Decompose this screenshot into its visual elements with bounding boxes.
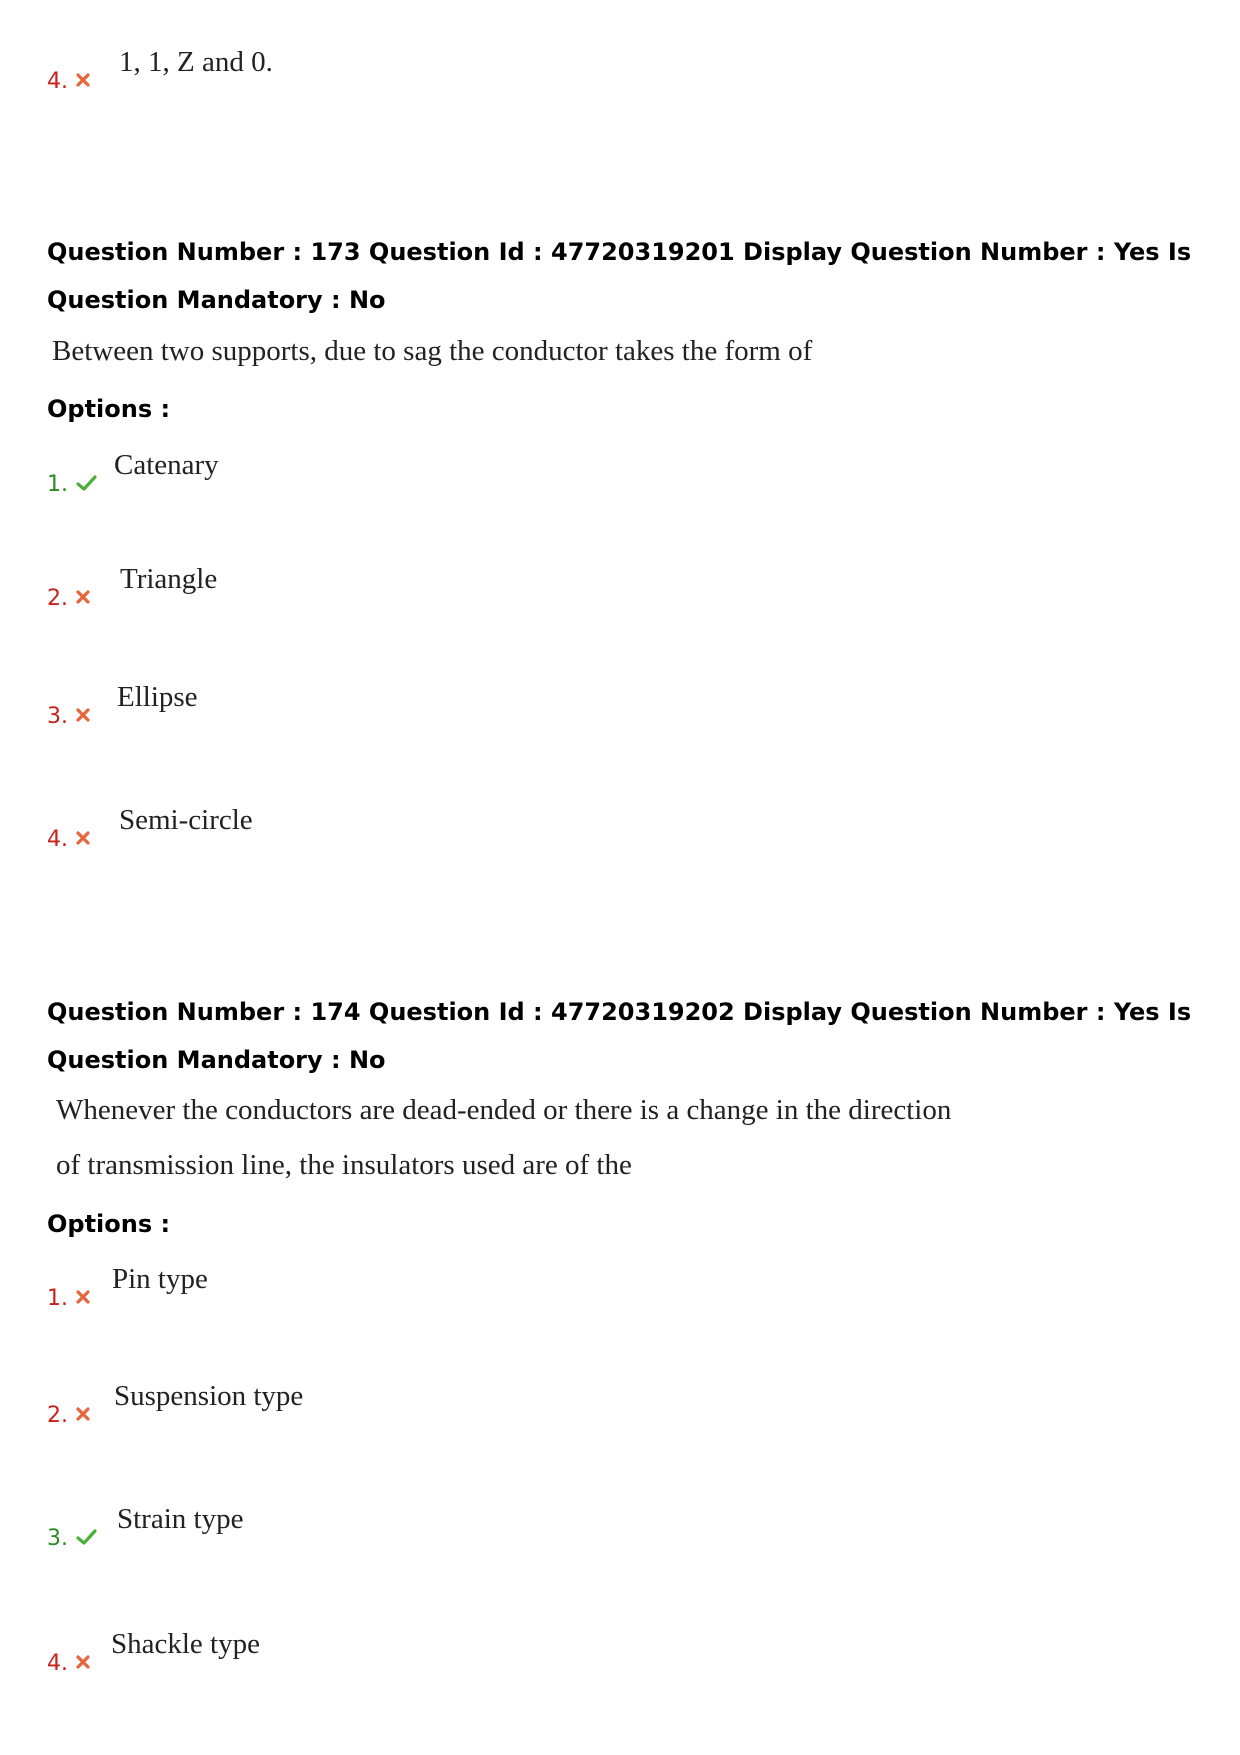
question-header-174: Question Number : 174 Question Id : 47720319202 Display Question Number : Yes Is Question Mandatory : No: [47, 998, 1192, 1074]
cross-icon: [72, 71, 94, 89]
option-number: 3.: [47, 1526, 68, 1551]
cross-icon: [72, 1405, 94, 1423]
prev-option-4: [47, 45, 447, 95]
options-label-173: Options :: [47, 395, 171, 423]
q174-option-1: [47, 1262, 447, 1312]
check-icon: [75, 1528, 97, 1546]
option-number: 4.: [47, 69, 68, 94]
options-label-174: Options :: [47, 1210, 171, 1238]
cross-icon: [72, 588, 94, 606]
option-number: 1.: [47, 1286, 68, 1311]
cross-icon: [72, 1653, 94, 1671]
check-icon: [75, 474, 97, 492]
option-number: 4.: [47, 1651, 68, 1676]
option-number: 2.: [47, 586, 68, 611]
q173-option-2: [47, 562, 447, 612]
question-header-173: Question Number : 173 Question Id : 47720319201 Display Question Number : Yes Is Question Mandatory : No: [47, 238, 1192, 314]
question-text-173: Between two supports, due to sag the conductor takes the form of: [52, 335, 813, 367]
option-number: 2.: [47, 1403, 68, 1428]
cross-icon: [72, 1288, 94, 1306]
q173-option-3: [47, 680, 447, 730]
option-text: Strain type: [117, 1503, 244, 1535]
option-text: Pin type: [112, 1263, 208, 1295]
option-text: Triangle: [120, 563, 218, 595]
q173-option-4: [47, 803, 447, 853]
cross-icon: [72, 829, 94, 847]
question-text-174-line-1: Whenever the conductors are dead-ended or there is a change in the direction: [56, 1094, 952, 1126]
option-text: Semi-circle: [119, 804, 253, 836]
option-number: 3.: [47, 704, 68, 729]
cross-icon: [72, 706, 94, 724]
question-text-174-line-2: of transmission line, the insulators used are of the: [56, 1149, 632, 1181]
q173-option-1: [47, 448, 447, 498]
option-text: Shackle type: [111, 1628, 260, 1660]
option-text: Ellipse: [117, 681, 198, 713]
q174-option-4: [47, 1627, 447, 1677]
option-number: 4.: [47, 827, 68, 852]
option-text: Suspension type: [114, 1380, 304, 1412]
q174-option-3: [47, 1502, 447, 1552]
option-text: 1, 1, Z and 0.: [119, 46, 273, 78]
q174-option-2: [47, 1379, 447, 1429]
option-number: 1.: [47, 472, 68, 497]
option-text: Catenary: [114, 449, 219, 481]
